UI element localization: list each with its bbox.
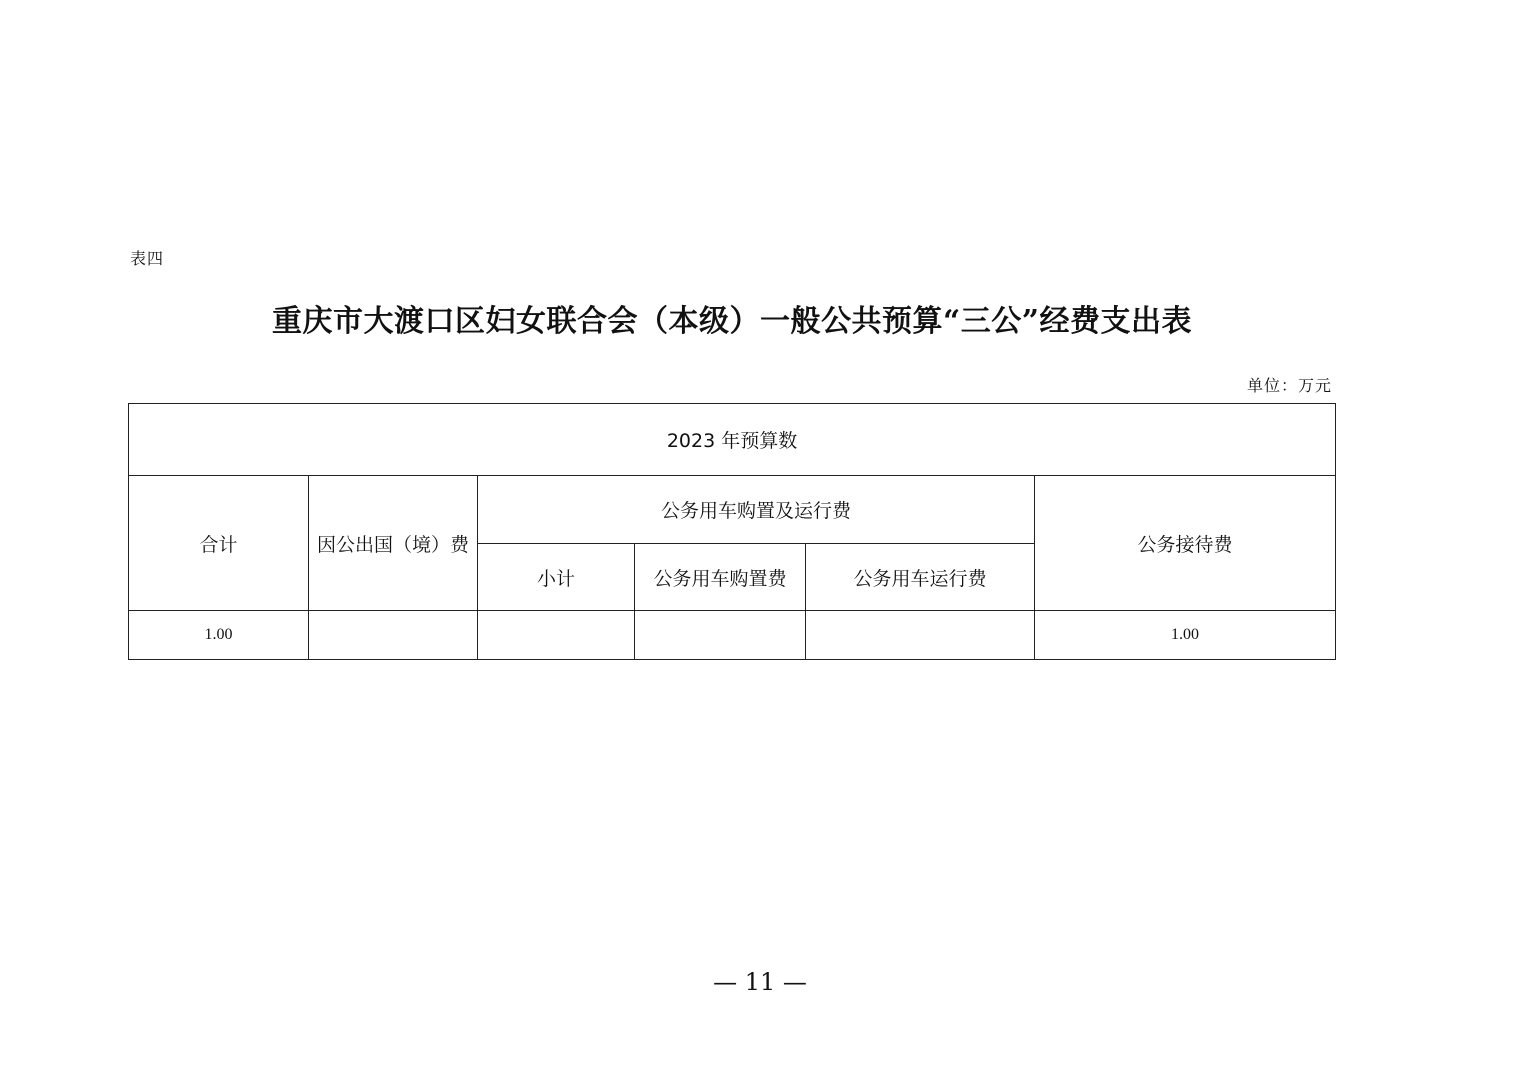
cell-vehicle-purchase — [635, 611, 806, 660]
col-reception-header: 公务接待费 — [1035, 476, 1336, 611]
table-row — [129, 611, 1336, 660]
cell-subtotal — [478, 611, 635, 660]
col-vehicle-operation-header: 公务用车运行费 — [806, 544, 1035, 611]
page-number: — 11 — — [713, 968, 807, 996]
page-title: 重庆市大渡口区妇女联合会（本级）一般公共预算“三公”经费支出表 — [271, 304, 1192, 339]
unit-label: 单位：万元 — [1246, 376, 1332, 395]
header-row-1 — [129, 476, 1336, 544]
table-label: 表四 — [130, 249, 165, 268]
cell-total: 1.00 — [129, 611, 309, 660]
col-vehicle-group-header: 公务用车购置及运行费 — [478, 476, 1035, 544]
cell-reception: 1.00 — [1035, 611, 1336, 660]
cell-vehicle-operation — [806, 611, 1035, 660]
budget-table — [128, 403, 1336, 660]
col-abroad-header: 因公出国（境）费 — [309, 476, 478, 611]
col-vehicle-purchase-header: 公务用车购置费 — [635, 544, 806, 611]
year-header-row — [129, 404, 1336, 476]
year-header-cell: 2023 年预算数 — [129, 404, 1336, 476]
col-total-header: 合计 — [129, 476, 309, 611]
col-subtotal-header: 小计 — [478, 544, 635, 611]
cell-abroad — [309, 611, 478, 660]
